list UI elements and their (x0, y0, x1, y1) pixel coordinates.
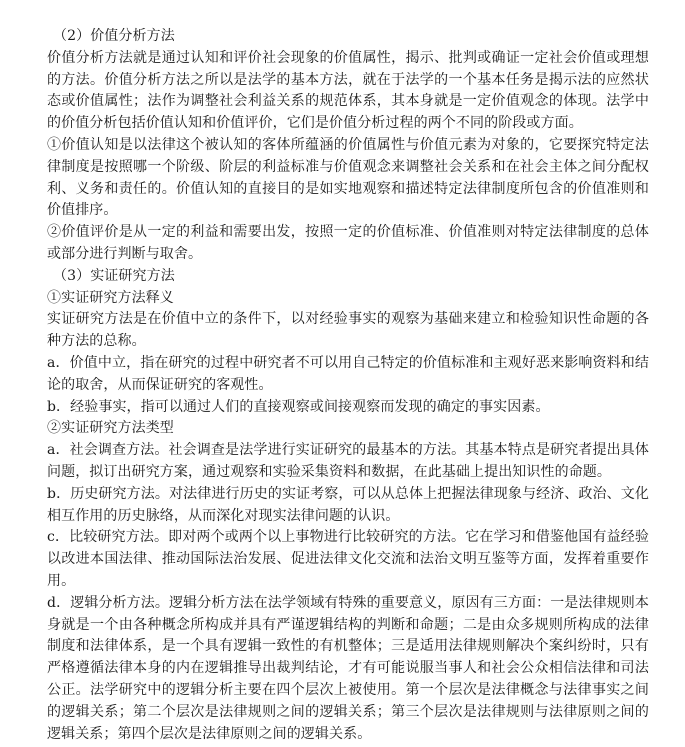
historical-research-method: b．历史研究方法。对法律进行历史的实证考察，可以从总体上把握法律现象与经济、政治、文化相互作用的历史脉络，从而深化对现实法律问题的认识。 (47, 485, 649, 524)
empirical-definition-paragraph: 实证研究方法是在价值中立的条件下，以对经验事实的观察为基础来建立和检验知识性命题的各种方法的总称。 (47, 311, 649, 350)
logical-analysis-method: d．逻辑分析方法。逻辑分析方法在法学领域有特殊的重要意义，原因有三方面：一是法律规则本身就是一个由各种概念所构成并具有严谨逻辑结构的判断和命题；二是由众多规则所构成的法律制度和法律体系，是一个具有逻辑一致性的有机整体；三是适用法律规则解决个案纠纷时，只有严格遵循法律本身的内在逻辑推导出裁判结论，才有可能说服当事人和社会公众相信法律和司法公正。法学研究中的逻辑分析主要在四个层次上被使用。第一个层次是法律概念与法律事实之间的逻辑关系；第二个层次是法律规则之间的逻辑关系；第三个层次是法律规则与法律原则之间的逻辑关系；第四个层次是法律原则之间的逻辑关系。 (47, 594, 649, 742)
value-neutrality-point: a．价值中立，指在研究的过程中研究者不可以用自己特定的价值标准和主观好恶来影响资料和结论的取舍，从而保证研究的客观性。 (47, 354, 649, 393)
value-cognition-paragraph: ①价值认知是以法律这个被认知的客体所蕴涵的价值属性与价值元素为对象的，它要探究特定法律制度是按照哪一个阶级、阶层的利益标准与价值观念来调整社会关系和在社会主体之间分配权利、义务和责任的。价值认知的直接目的是如实地观察和描述特定法律制度所包含的价值准则和价值排序。 (47, 136, 649, 219)
comparative-research-method: c．比较研究方法。即对两个或两个以上事物进行比较研究的方法。它在学习和借鉴他国有益经验以改进本国法律、推动国际法治发展、促进法律文化交流和法治文明互鉴等方面，发挥着重要作用。 (47, 529, 649, 589)
value-evaluation-paragraph: ②价值评价是从一定的利益和需要出发，按照一定的价值标准、价值准则对特定法律制度的总体或部分进行判断与取舍。 (47, 224, 649, 262)
empirical-types-title: ②实证研究方法类型 (47, 420, 174, 437)
empirical-fact-point: b．经验事实，指可以通过人们的直接观察或间接观察而发现的确定的事实因素。 (47, 398, 550, 415)
empirical-definition-title: ①实证研究方法释义 (47, 289, 174, 306)
social-survey-method: a．社会调查方法。社会调查是法学进行实证研究的最基本的方法。其基本特点是研究者提出具体问题，拟订出研究方案，通过观察和实验采集资料和数据，在此基础上提出知识性的命题。 (47, 442, 649, 480)
section-2-intro: 价值分析方法就是通过认知和评价社会现象的价值属性，揭示、批判或确证一定社会价值或理想的方法。价值分析方法之所以是法学的基本方法，就在于法学的一个基本任务是揭示法的应然状态或价值属性；法作为调整社会利益关系的规范体系，其本身就是一定价值观念的体现。法学中的价值分析包括价值认知和价值评价，它们是价值分析过程的两个不同的阶段或方面。 (47, 49, 649, 132)
section-2-heading: （2）价值分析方法 (53, 28, 175, 44)
section-3-heading: （3）实证研究方法 (53, 267, 175, 284)
